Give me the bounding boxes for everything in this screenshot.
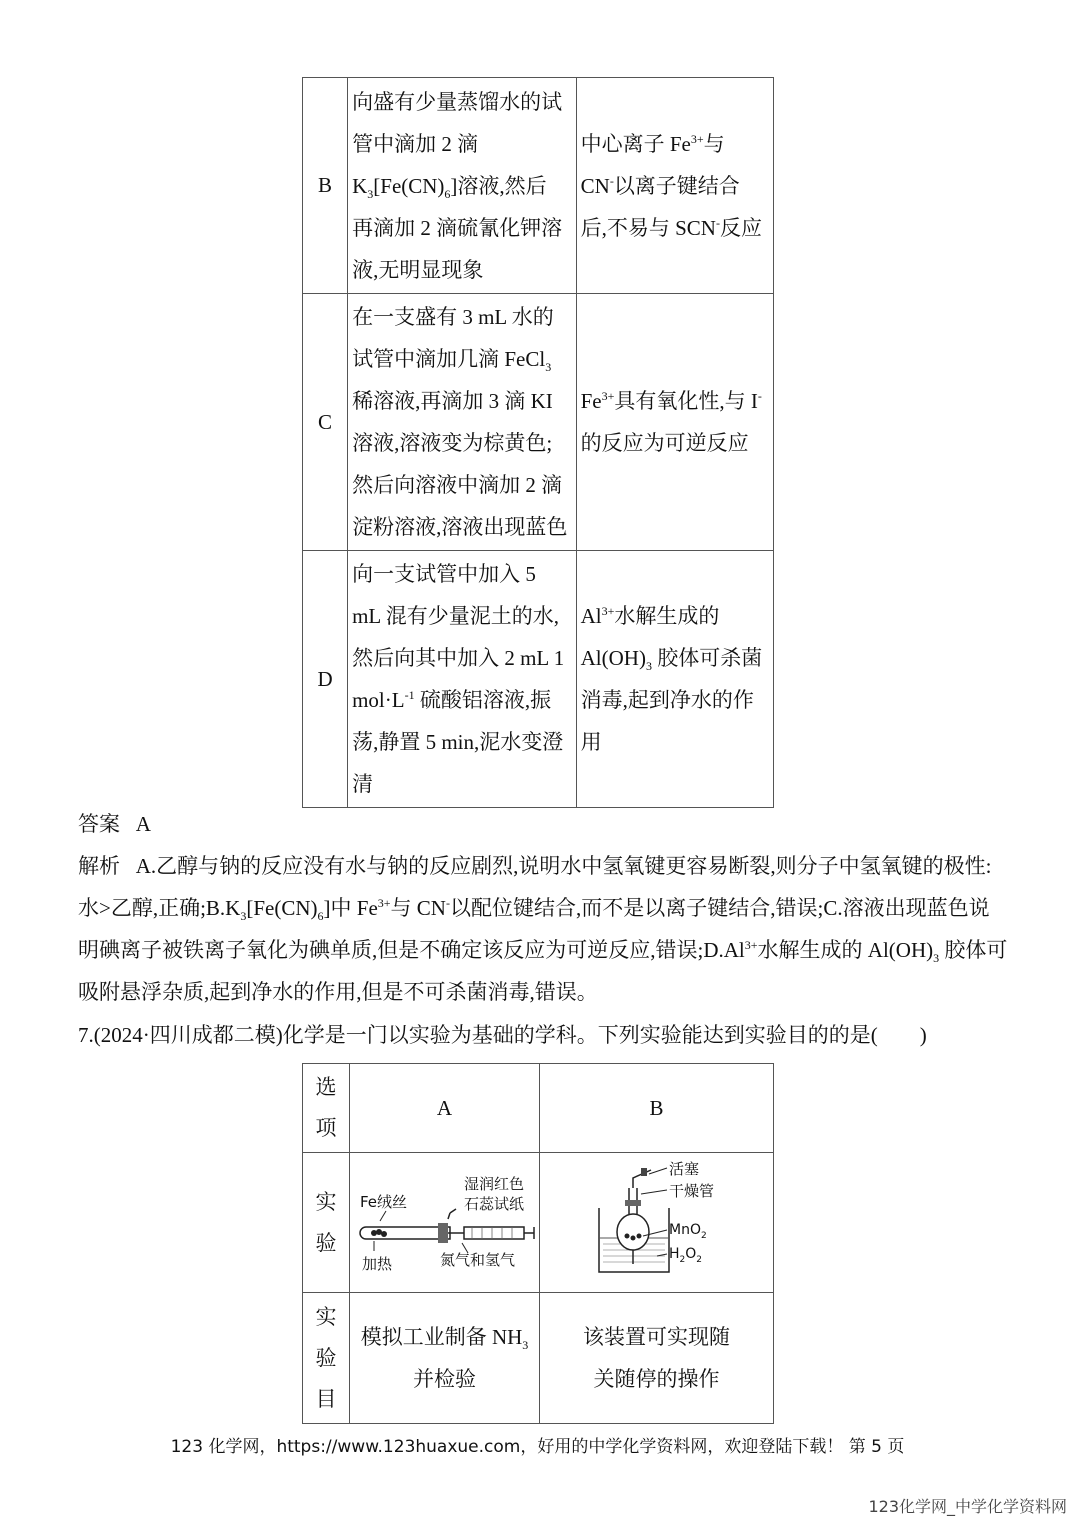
conclusion-cell: 中心离子 $Fe^{3+}$与 CN-以离子键结合 后,不易与 SCN-反应 bbox=[576, 78, 773, 294]
drying-tube-figure bbox=[577, 1160, 737, 1280]
conclusion-cell: $Fe^{3+}$具有氧化性,与 I- 的反应为可逆反应 bbox=[576, 294, 773, 551]
table-row bbox=[303, 1293, 774, 1424]
table-row bbox=[303, 78, 774, 294]
options-table-2 bbox=[302, 1063, 774, 1424]
valve-label: 活塞 bbox=[668, 1159, 699, 1178]
answer-label: 答案 bbox=[78, 812, 120, 836]
options-table-1 bbox=[302, 77, 774, 808]
experiment-cell: 向盛有少量蒸馏水的试 管中滴加 2 滴 $K_3[Fe(CN)_6]$溶液,然后 再滴加 2 滴硫氰化钾溶 液,无明显现象 bbox=[348, 78, 577, 294]
purpose-b: 该装置可实现随 关随停的操作 bbox=[540, 1293, 774, 1424]
experiment-figure-b bbox=[540, 1153, 774, 1293]
heat-label: 加热 bbox=[362, 1254, 393, 1273]
experiment-cell: 在一支盛有 3 mL 水的 试管中滴加几滴 FeCl$_3$ 稀溶液,再滴加 3 滴 KI 溶液,溶液变为棕黄色; 然后向溶液中滴加 2 滴 淀粉溶液,溶液出现蓝色 bbox=[348, 294, 577, 551]
header-option-label: 选 项 bbox=[303, 1064, 350, 1153]
option-label: B bbox=[303, 78, 348, 294]
page-footer: 123 化学网，https://www.123huaxue.com，好用的中学化学资料网，欢迎登陆下载！ 第 5 页 bbox=[170, 1437, 905, 1457]
option-label: C bbox=[303, 294, 348, 551]
watermark: 123化学网_中学化学资料网 bbox=[868, 1497, 1067, 1516]
h2o2-label: $H_2O_2$ bbox=[668, 1245, 702, 1265]
mno2-label: MnO$_2$ bbox=[668, 1221, 707, 1241]
conclusion-cell: $Al^{3+}$水解生成的 $Al(OH)_3$ 胶体可杀菌 消毒,起到净水的作 用 bbox=[576, 551, 773, 808]
litmus-paper-label-2: 石蕊试纸 bbox=[464, 1194, 525, 1213]
drying-tube-label: 干燥管 bbox=[668, 1181, 714, 1200]
option-label: D bbox=[303, 551, 348, 808]
gas-label: 氮气和氢气 bbox=[440, 1250, 516, 1269]
table-row bbox=[303, 1153, 774, 1293]
purpose-a: 模拟工业制备 $NH_3$ 并检验 bbox=[350, 1293, 540, 1424]
table-row bbox=[303, 1064, 774, 1153]
experiment-label: 实 验 bbox=[303, 1153, 350, 1293]
table-row bbox=[303, 551, 774, 808]
header-col-b: B bbox=[540, 1064, 774, 1153]
analysis-paragraph bbox=[78, 845, 1008, 1013]
question-7: 7.(2024·四川成都二模)化学是一门以实验为基础的学科。下列实验能达到实验目的的是( ) bbox=[78, 1023, 927, 1047]
analysis-text: A.乙醇与钠的反应没有水与钠的反应剧烈,说明水中氢氧键更容易断裂,则分子中氢氧键的极性:水>乙醇,正确$;B.K_3[Fe(CN)_6]$中 $Fe^{3+}$与 CN-以配位键结合,而不是以离子键结合,错误;C.溶液出现蓝色说明碘离子被铁离子氧化为碘单质,但是不确定该反应为可逆反应,错误$;D.Al^{3+}$水解生成的 $Al(OH)_3$ 胶体可吸附悬浮杂质,起到净水的作用,但是不可杀菌消毒,错误。 bbox=[78, 854, 1008, 1004]
answer-value: A bbox=[135, 812, 151, 836]
experiment-cell: 向一支试管中加入 5 mL 混有少量泥土的水, 然后向其中加入 2 mL 1 $mol\cdot L^{-1}$ 硫酸铝溶液,振 荡,静置 5 min,泥水变澄 清 bbox=[348, 551, 577, 808]
litmus-paper-label-1: 湿润红色 bbox=[464, 1174, 525, 1193]
analysis-label: 解析 bbox=[78, 854, 120, 878]
fe-wool-label: Fe绒丝 bbox=[360, 1192, 408, 1211]
ammonia-apparatus-figure bbox=[352, 1165, 537, 1275]
purpose-label: 实 验 目 bbox=[303, 1293, 350, 1424]
table-row bbox=[303, 294, 774, 551]
experiment-figure-a bbox=[350, 1153, 540, 1293]
header-col-a: A bbox=[350, 1064, 540, 1153]
answer-line bbox=[78, 803, 1008, 845]
